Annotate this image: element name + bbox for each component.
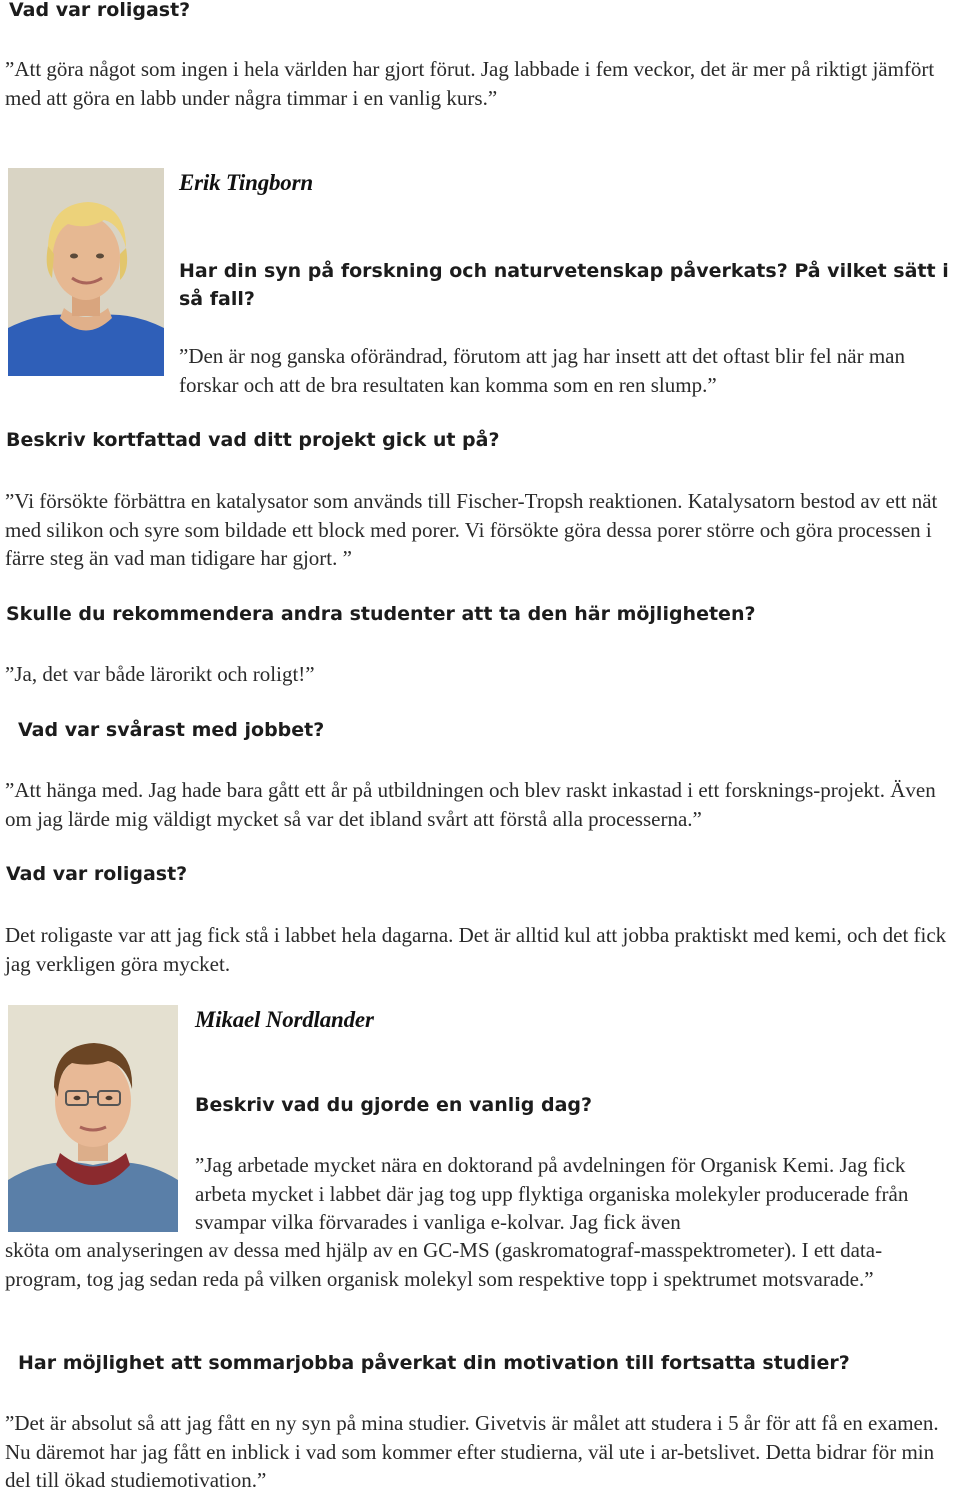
portrait-photo xyxy=(8,1005,178,1232)
answer-text: ”Ja, det var både lärorikt och roligt!” xyxy=(5,662,315,686)
question-heading: Beskriv vad du gjorde en vanlig dag? xyxy=(195,1094,593,1116)
portrait-photo xyxy=(8,168,164,376)
answer-text: ”Det är absolut så att jag fått en ny syn på mina studier. Givetvis är målet att studera i 5 år för att få en examen. Nu däremot har jag fått en inblick i vad som kommer efter studierna, väl ute i ar-betslivet. Detta bidrar för min del till ökad studiemotivation.” xyxy=(5,1411,939,1492)
question-heading: Beskriv kortfattad vad ditt projekt gick ut på? xyxy=(6,429,500,451)
person-name: Mikael Nordlander xyxy=(195,1007,374,1032)
answer-text: ”Att hänga med. Jag hade bara gått ett år på utbildningen och blev raskt inkastad i ett forsknings-projekt. Även om jag lärde mig väldigt mycket så var det ibland svårt att förstå alla processerna.” xyxy=(5,778,936,831)
question-heading: Vad var roligast? xyxy=(9,0,191,21)
answer-text: ”Den är nog ganska oförändrad, förutom att jag har insett att det oftast blir fel när man forskar och att de bra resultaten kan komma som en ren slump.” xyxy=(179,344,905,397)
question-heading: Vad var roligast? xyxy=(6,863,188,885)
question-heading: Har möjlighet att sommarjobba påverkat din motivation till fortsatta studier? xyxy=(18,1352,850,1374)
answer-text: ”Vi försökte förbättra en katalysator som används till Fischer-Tropsh reaktionen. Katalysatorn bestod av ett nät med silikon och syre som bildade ett block med porer. Vi försökte göra dessa porer större och göra processen i färre steg än vad man tidigare har gjort. ” xyxy=(5,489,938,570)
question-heading: Har din syn på forskning och naturvetenskap påverkats? På vilket sätt i så fall? xyxy=(179,260,949,310)
answer-text: sköta om analyseringen av dessa med hjälp av en GC-MS (gaskromatograf-masspektrometer). I ett data-program, tog jag sedan reda på vilken organisk molekyl som respektive topp i spektrumet motsvarade.” xyxy=(5,1238,883,1291)
person-name: Erik Tingborn xyxy=(179,170,313,195)
answer-text: ”Att göra något som ingen i hela världen har gjort förut. Jag labbade i fem veckor, det är mer på riktigt jämfört med att göra en labb under några timmar i en vanlig kurs.” xyxy=(5,57,935,110)
answer-text: Det roligaste var att jag fick stå i labbet hela dagarna. Det är alltid kul att jobba praktiskt med kemi, och det fick jag verkligen göra mycket. xyxy=(5,923,947,976)
answer-text: ”Jag arbetade mycket nära en doktorand på avdelningen för Organisk Kemi. Jag fick arbeta mycket i labbet där jag tog upp flyktiga organiska molekyler producerade från svampar vilka förvarades i vanliga e-kolvar. Jag fick även xyxy=(195,1153,909,1234)
question-heading: Vad var svårast med jobbet? xyxy=(18,719,325,741)
question-heading: Skulle du rekommendera andra studenter att ta den här möjligheten? xyxy=(6,603,756,625)
